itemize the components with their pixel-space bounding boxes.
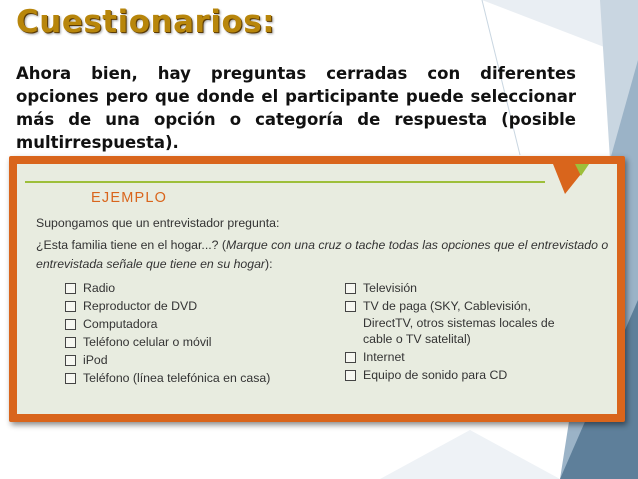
checkbox-icon[interactable] (65, 373, 76, 384)
accent-line (25, 181, 545, 183)
option-item[interactable]: iPod (65, 352, 325, 369)
facet-bottom-pale (380, 430, 560, 479)
question-end: ): (265, 257, 273, 271)
checkbox-icon[interactable] (345, 301, 356, 312)
checkbox-icon[interactable] (65, 337, 76, 348)
example-prompt: Supongamos que un entrevistador pregunta: (36, 216, 280, 230)
checkbox-icon[interactable] (345, 352, 356, 363)
corner-triangle-icon (553, 164, 589, 194)
intro-paragraph: Ahora bien, hay preguntas cerradas con diferentes opciones pero que donde el participante puede seleccionar más de una opción o categoría de respuesta (posible multirrespuesta). (16, 64, 576, 152)
example-panel (17, 164, 617, 414)
checkbox-icon[interactable] (65, 319, 76, 330)
option-item[interactable]: Computadora (65, 316, 325, 333)
options-left-list (65, 280, 325, 389)
example-heading: EJEMPLO (91, 190, 168, 206)
options-right-list (345, 280, 555, 385)
example-frame (9, 156, 625, 422)
slide-title: Cuestionarios: (16, 4, 276, 40)
checkbox-icon[interactable] (65, 283, 76, 294)
option-item[interactable]: Internet (345, 349, 555, 366)
question-plain: ¿Esta familia tiene en el hogar...? ( (36, 238, 227, 252)
question-italic: Marque con una cruz o tache todas las opciones que el entrevistado o entrevistada señale que tiene en su hogar (36, 238, 609, 271)
example-question (36, 236, 611, 274)
option-item[interactable]: TV de paga (SKY, Cablevisión, DirectTV, otros sistemas locales de cable o TV satelital) (345, 298, 555, 348)
checkbox-icon[interactable] (345, 283, 356, 294)
option-item[interactable]: Reproductor de DVD (65, 298, 325, 315)
option-item[interactable]: Televisión (345, 280, 555, 297)
option-item[interactable]: Teléfono (línea telefónica en casa) (65, 370, 325, 387)
checkbox-icon[interactable] (345, 370, 356, 381)
checkbox-icon[interactable] (65, 355, 76, 366)
option-item[interactable]: Teléfono celular o móvil (65, 334, 325, 351)
checkbox-icon[interactable] (65, 301, 76, 312)
option-item[interactable]: Equipo de sonido para CD (345, 367, 555, 384)
option-item[interactable]: Radio (65, 280, 325, 297)
